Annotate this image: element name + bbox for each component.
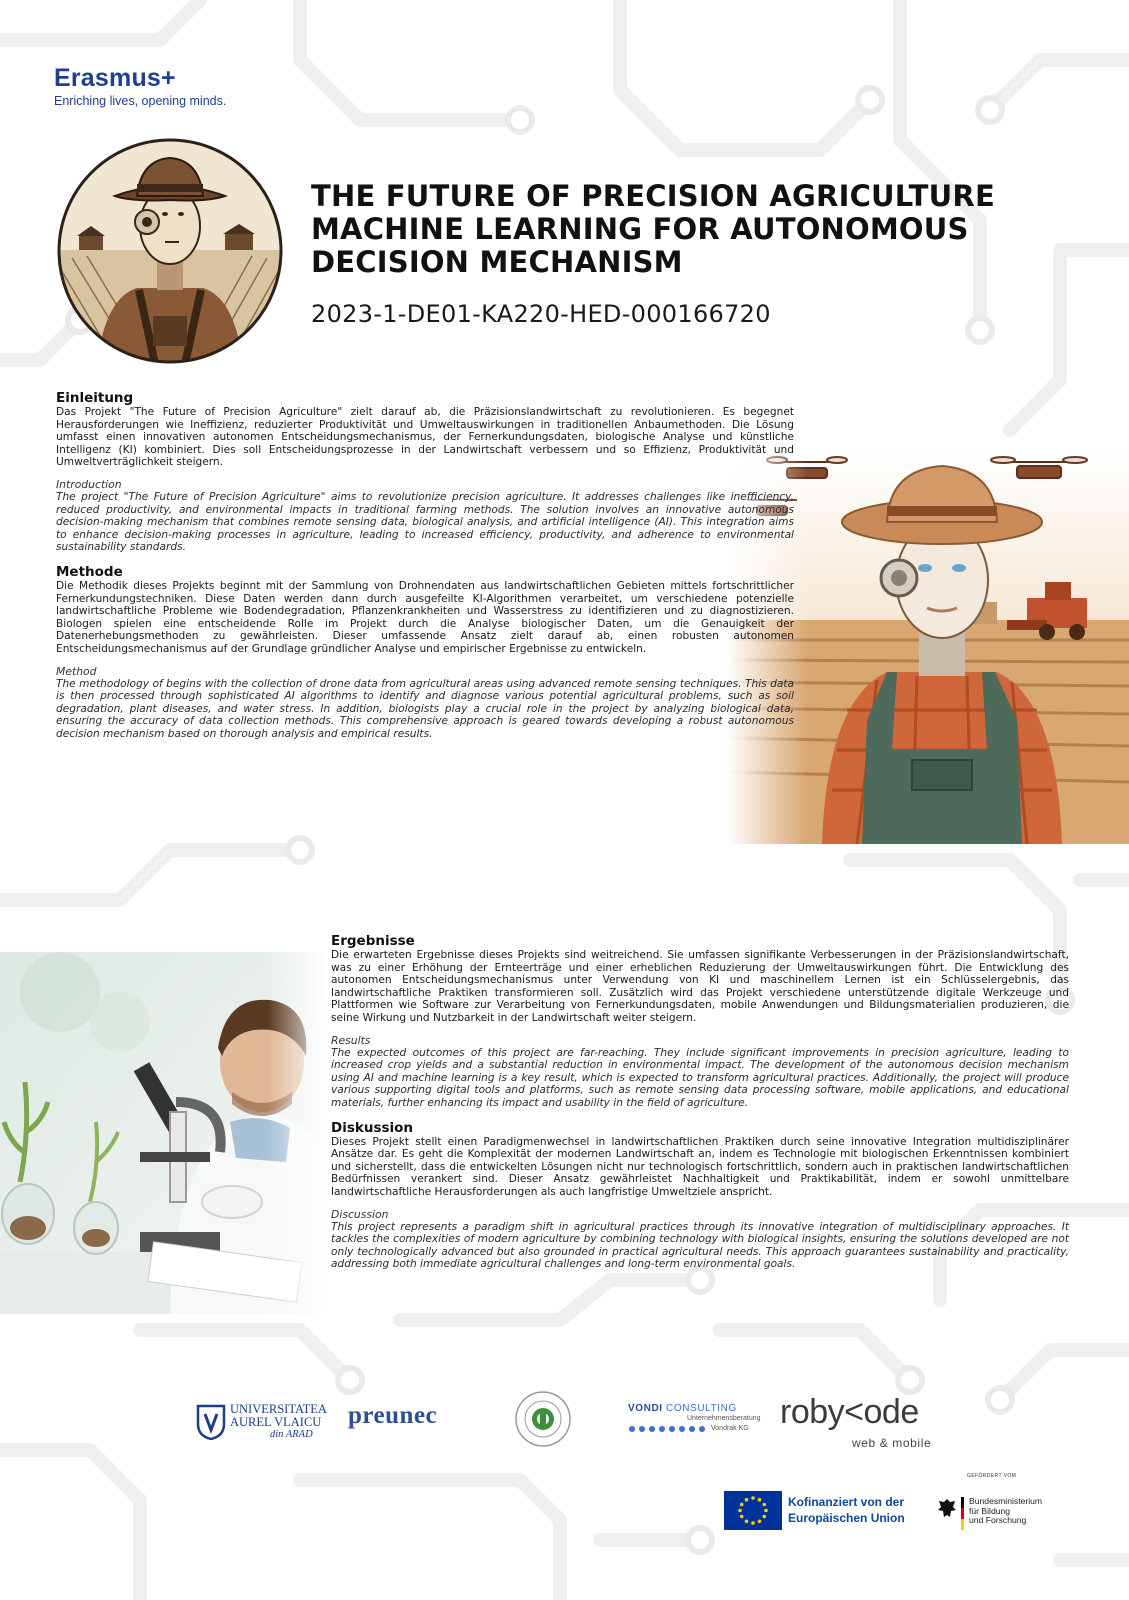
logo-aurel-vlaicu-university — [196, 1400, 331, 1444]
right-text-column — [331, 933, 1069, 1271]
vondi-line-3: Vondrak KG — [711, 1425, 749, 1432]
german-flag-bar-icon — [961, 1497, 964, 1530]
text-discussion: This project represents a paradigm shift in agricultural practices through its innovative integration of multidisciplinary approaches. It tackles the complexities of modern agriculture by combining technology with biological insights, ensuring the solutions developed are not only technologically advanced but also grounded in practical agricultural needs. This approach guarantees sustainability and practicality, addressing both immediate agricultural challenges and long-term environmental goals. — [331, 1220, 1069, 1271]
uav-line-1: UNIVERSITATEA — [230, 1402, 327, 1416]
logo-vondi-consulting — [628, 1403, 761, 1435]
title-line-1: THE FUTURE OF PRECISION AGRICULTURE — [311, 179, 995, 213]
text-diskussion: Dieses Projekt stellt einen Paradigmenwechsel in landwirtschaftlichen Praktiken durch seine innovative Integration multidisziplinärer Ansätze dar. Es geht die Komplexität der modernen Landwirtschaft an, indem es Technologie mit biologischen Erkenntnissen kombiniert und sicherstellt, dass die entwickelten Lösungen nicht nur technologisch fortschrittlich, sondern auch in praktischen landwirtschaftlichen Bedürfnissen verankert sind. Dieser Ansatz gewährleistet Nachhaltigkeit und Praktikabilität, indem er sowohl unmittelbare landwirtschaftliche Herausforderungen als auch langfristige Umweltziele anspricht. — [331, 1135, 1069, 1198]
logo-cukurova-university — [514, 1390, 572, 1448]
heading-methode: Methode — [56, 563, 123, 580]
eu-flag-icon — [724, 1491, 782, 1530]
university-crest-icon — [196, 1404, 226, 1440]
logo-eu-cofunded — [724, 1491, 924, 1531]
title-line-3: DECISION MECHANISM — [311, 245, 683, 279]
eu-text — [788, 1494, 905, 1526]
eu-line-1: Kofinanziert von der — [788, 1495, 905, 1509]
left-text-column — [56, 390, 794, 740]
section-methode — [56, 564, 794, 741]
section-einleitung — [56, 390, 794, 554]
vondi-line-2: Unternehmensberatung — [687, 1415, 761, 1422]
section-ergebnisse — [331, 933, 1069, 1110]
robykode-wordmark: roby<ode — [780, 1393, 919, 1431]
bmbf-line-1: Bundesministerium — [969, 1496, 1043, 1506]
text-results: The expected outcomes of this project are far-reaching. They include significant improvements in precision agriculture, leading to increased crop yields and a substantial reduction in environmental impact. The development of the autonomous decision mechanism using AI and machine learning is a key result, which is expected to transform agricultural practices. Additionally, the project will produce various supporting digital tools and platforms, such as remote sensing data processing software, mobile applications, and educational materials, further enhancing its impact and usability in the field of agriculture. — [331, 1046, 1069, 1109]
subtitle-introduction: Introduction — [56, 477, 122, 491]
federal-eagle-icon — [937, 1497, 957, 1521]
text-method: The methodology of begins with the collection of drone data from agricultural areas using advanced remote sensing techniques. This data is then processed through sophisticated AI algorithms to identify and diagnose various potential agricultural problems, such as soil degradation, plant diseases, and water stress. In addition, biologists play a crucial role in the project by analyzing biological data, ensuring the accuracy of data collection methods. This comprehensive approach is geared towards developing a robust autonomous decision mechanism based on thorough analysis and empirical results. — [56, 677, 794, 740]
heading-ergebnisse: Ergebnisse — [331, 933, 415, 949]
subtitle-discussion: Discussion — [331, 1207, 389, 1221]
erasmus-tagline: Enriching lives, opening minds. — [54, 94, 227, 108]
text-methode: Die Methodik dieses Projekts beginnt mit der Sammlung von Drohnendaten aus landwirtschaftlichen Gebieten mittels fortschrittlicher Fernerkundungstechniken. Diese Daten werden dann durch ausgefeilte KI-Algorithmen verarbeitet, um verschiedene potenzielle landwirtschaftliche Probleme wie Bodendegradation, Pflanzenkrankheiten und Wasserstress zu identifizieren und zu diagnostizieren. Biologen spielen eine entscheidende Rolle im Projekt durch die Analyse biologischer Daten, um die Genauigkeit der Datenerhebungsmethoden zu gewährleisten. Dieser umfassende Ansatz zielt darauf ab, einen robusten autonomen Entscheidungsmechanismus auf der Grundlage gründlicher Analyse und empirischer Ergebnisse zu entwickeln. — [56, 579, 794, 655]
poster-title — [311, 180, 1091, 279]
uav-line-2: AUREL VLAICU — [230, 1415, 322, 1429]
subtitle-method: Method — [56, 664, 97, 678]
heading-diskussion: Diskussion — [331, 1119, 414, 1136]
vondi-name-rest: CONSULTING — [662, 1403, 737, 1414]
section-diskussion — [331, 1120, 1069, 1271]
vondi-dots-icon — [628, 1425, 708, 1433]
heading-einleitung: Einleitung — [56, 390, 134, 406]
robykode-subtitle: web & mobile — [852, 1436, 932, 1450]
bmbf-text — [969, 1497, 1042, 1526]
vondi-name — [628, 1403, 737, 1414]
logo-robykode — [780, 1393, 940, 1453]
erasmus-wordmark: Erasmus+ — [54, 64, 176, 92]
title-line-2: MACHINE LEARNING FOR AUTONOMOUS — [311, 212, 969, 246]
uav-line-3: din ARAD — [270, 1429, 313, 1440]
text-einleitung: Das Projekt "The Future of Precision Agriculture" zielt darauf ab, die Präzisionslandwirtschaft zu revolutionieren. Es begegnet Herausforderungen wie Ineffizienz, reduzierter Produktivität und Umweltauswirkungen in traditionellen Anbaumethoden. Die Lösung umfasst einen innovativen autonomen Entscheidungsmechanismus, der Fernerkundungsdaten, biologische Analyse und künstliche Intelligenz (KI) kombiniert. Dies soll Entscheidungsprozesse in der Landwirtschaft verbessern und so Effizienz, Produktivität und Umweltverträglichkeit steigern. — [56, 406, 794, 469]
erasmus-logo — [54, 64, 226, 108]
logo-preunec: preunec — [348, 1402, 438, 1429]
subtitle-results: Results — [331, 1033, 371, 1047]
project-id: 2023-1-DE01-KA220-HED-000166720 — [311, 300, 771, 328]
text-introduction: The project "The Future of Precision Agriculture" aims to revolutionize precision agriculture. It addresses challenges like inefficiency, reduced productivity, and environmental impacts in traditional farming methods. The solution involves an innovative autonomous decision-making mechanism that combines remote sensing data, biological analysis, and artificial intelligence (AI). This integration aims to enhance decision-making processes in agriculture, leading to increased efficiency, productivity, and adherence to environmental sustainability standards. — [56, 490, 794, 554]
bmbf-line-2: für Bildung — [969, 1505, 1011, 1516]
bmbf-line-3: und Forschung — [969, 1515, 1027, 1526]
logo-bmbf — [937, 1473, 1057, 1545]
robot-farmer-portrait — [57, 138, 283, 364]
bmbf-funded-by: GEFÖRDERT VOM — [967, 1473, 1017, 1479]
text-ergebnisse: Die erwarteten Ergebnisse dieses Projekts sind weitreichend. Sie umfassen signifikante Verbesserungen in der Präzisionslandwirtschaft, was zu einer Erhöhung der Ernteerträge und einer erheblichen Reduzierung der Umweltauswirkungen führt. Die Entwicklung des autonomen Entscheidungsmechanismus unter Verwendung von KI und maschinellem Lernen ist ein Schlüsselergebnis, das landwirtschaftliche Praktiken transformieren soll. Zusätzlich wird das Projekt verschiedene unterstützende digitale Werkzeuge und Plattformen wie Software zur Verarbeitung von Fernerkundungsdaten, mobile Anwendungen und Bildungsmaterialien produzieren, die seine Wirkung und Nutzbarkeit in der Landwirtschaft weiter steigern. — [331, 949, 1069, 1024]
eu-line-2: Europäischen Union — [788, 1511, 905, 1525]
vondi-name-bold: VONDI — [628, 1403, 663, 1414]
lab-scientist-microscope-image — [0, 952, 326, 1314]
